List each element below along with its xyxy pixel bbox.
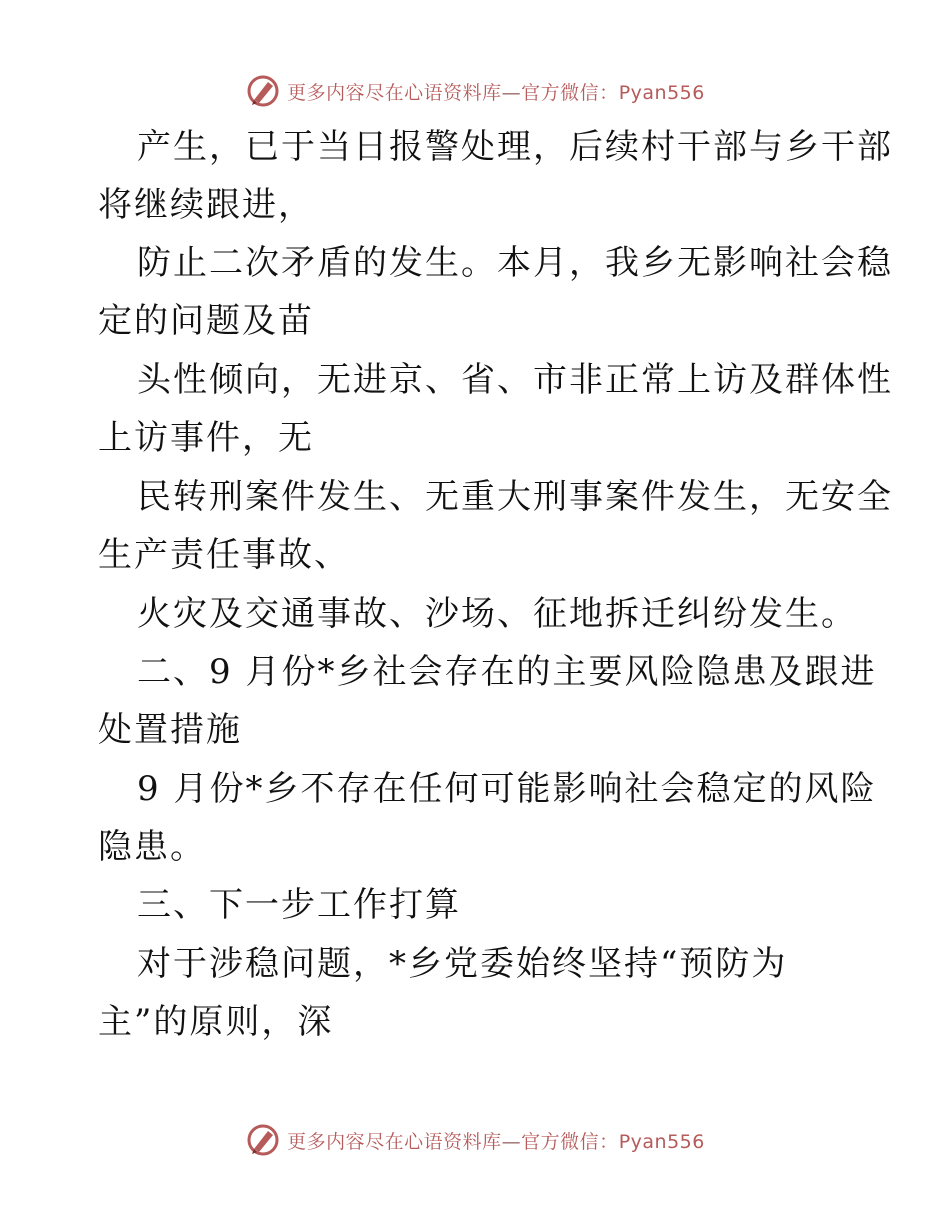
- footer-watermark: [0, 1120, 950, 1160]
- text-line: 头性倾向，无进京、省、市非正常上访及群体性: [137, 360, 893, 400]
- text-line: 9 月份*乡不存在任何可能影响社会稳定的风险: [137, 769, 877, 809]
- text-line: 产生，已于当日报警处理，后续村干部与乡干部: [137, 127, 893, 167]
- text-line: 上访事件，无: [98, 418, 314, 458]
- watermark-text: 更多内容尽在心语资料库—官方微信：Pyan556: [287, 1130, 705, 1153]
- text-line: 定的问题及苗: [98, 301, 314, 341]
- watermark-text: 更多内容尽在心语资料库—官方微信：Pyan556: [287, 81, 705, 104]
- text-line: 民转刑案件发生、无重大刑事案件发生，无安全: [137, 477, 893, 517]
- text-line: 生产责任事故、: [98, 535, 350, 575]
- text-line: 将继续跟进，: [98, 185, 314, 225]
- text-line: 防止二次矛盾的发生。本月，我乡无影响社会稳: [137, 243, 893, 283]
- pen-logo-icon: [245, 1122, 281, 1158]
- section-heading: 处置措施: [98, 710, 242, 750]
- section-heading: 二、9 月份*乡社会存在的主要风险隐患及跟进: [137, 652, 877, 692]
- text-line: 主”的原则，深: [98, 1002, 334, 1042]
- text-line: 火灾及交通事故、沙场、征地拆迁纠纷发生。: [137, 594, 857, 634]
- text-line: 对于涉稳问题，*乡党委始终坚持“预防为: [137, 944, 788, 984]
- text-line: 隐患。: [98, 827, 206, 867]
- section-heading: 三、下一步工作打算: [137, 885, 461, 925]
